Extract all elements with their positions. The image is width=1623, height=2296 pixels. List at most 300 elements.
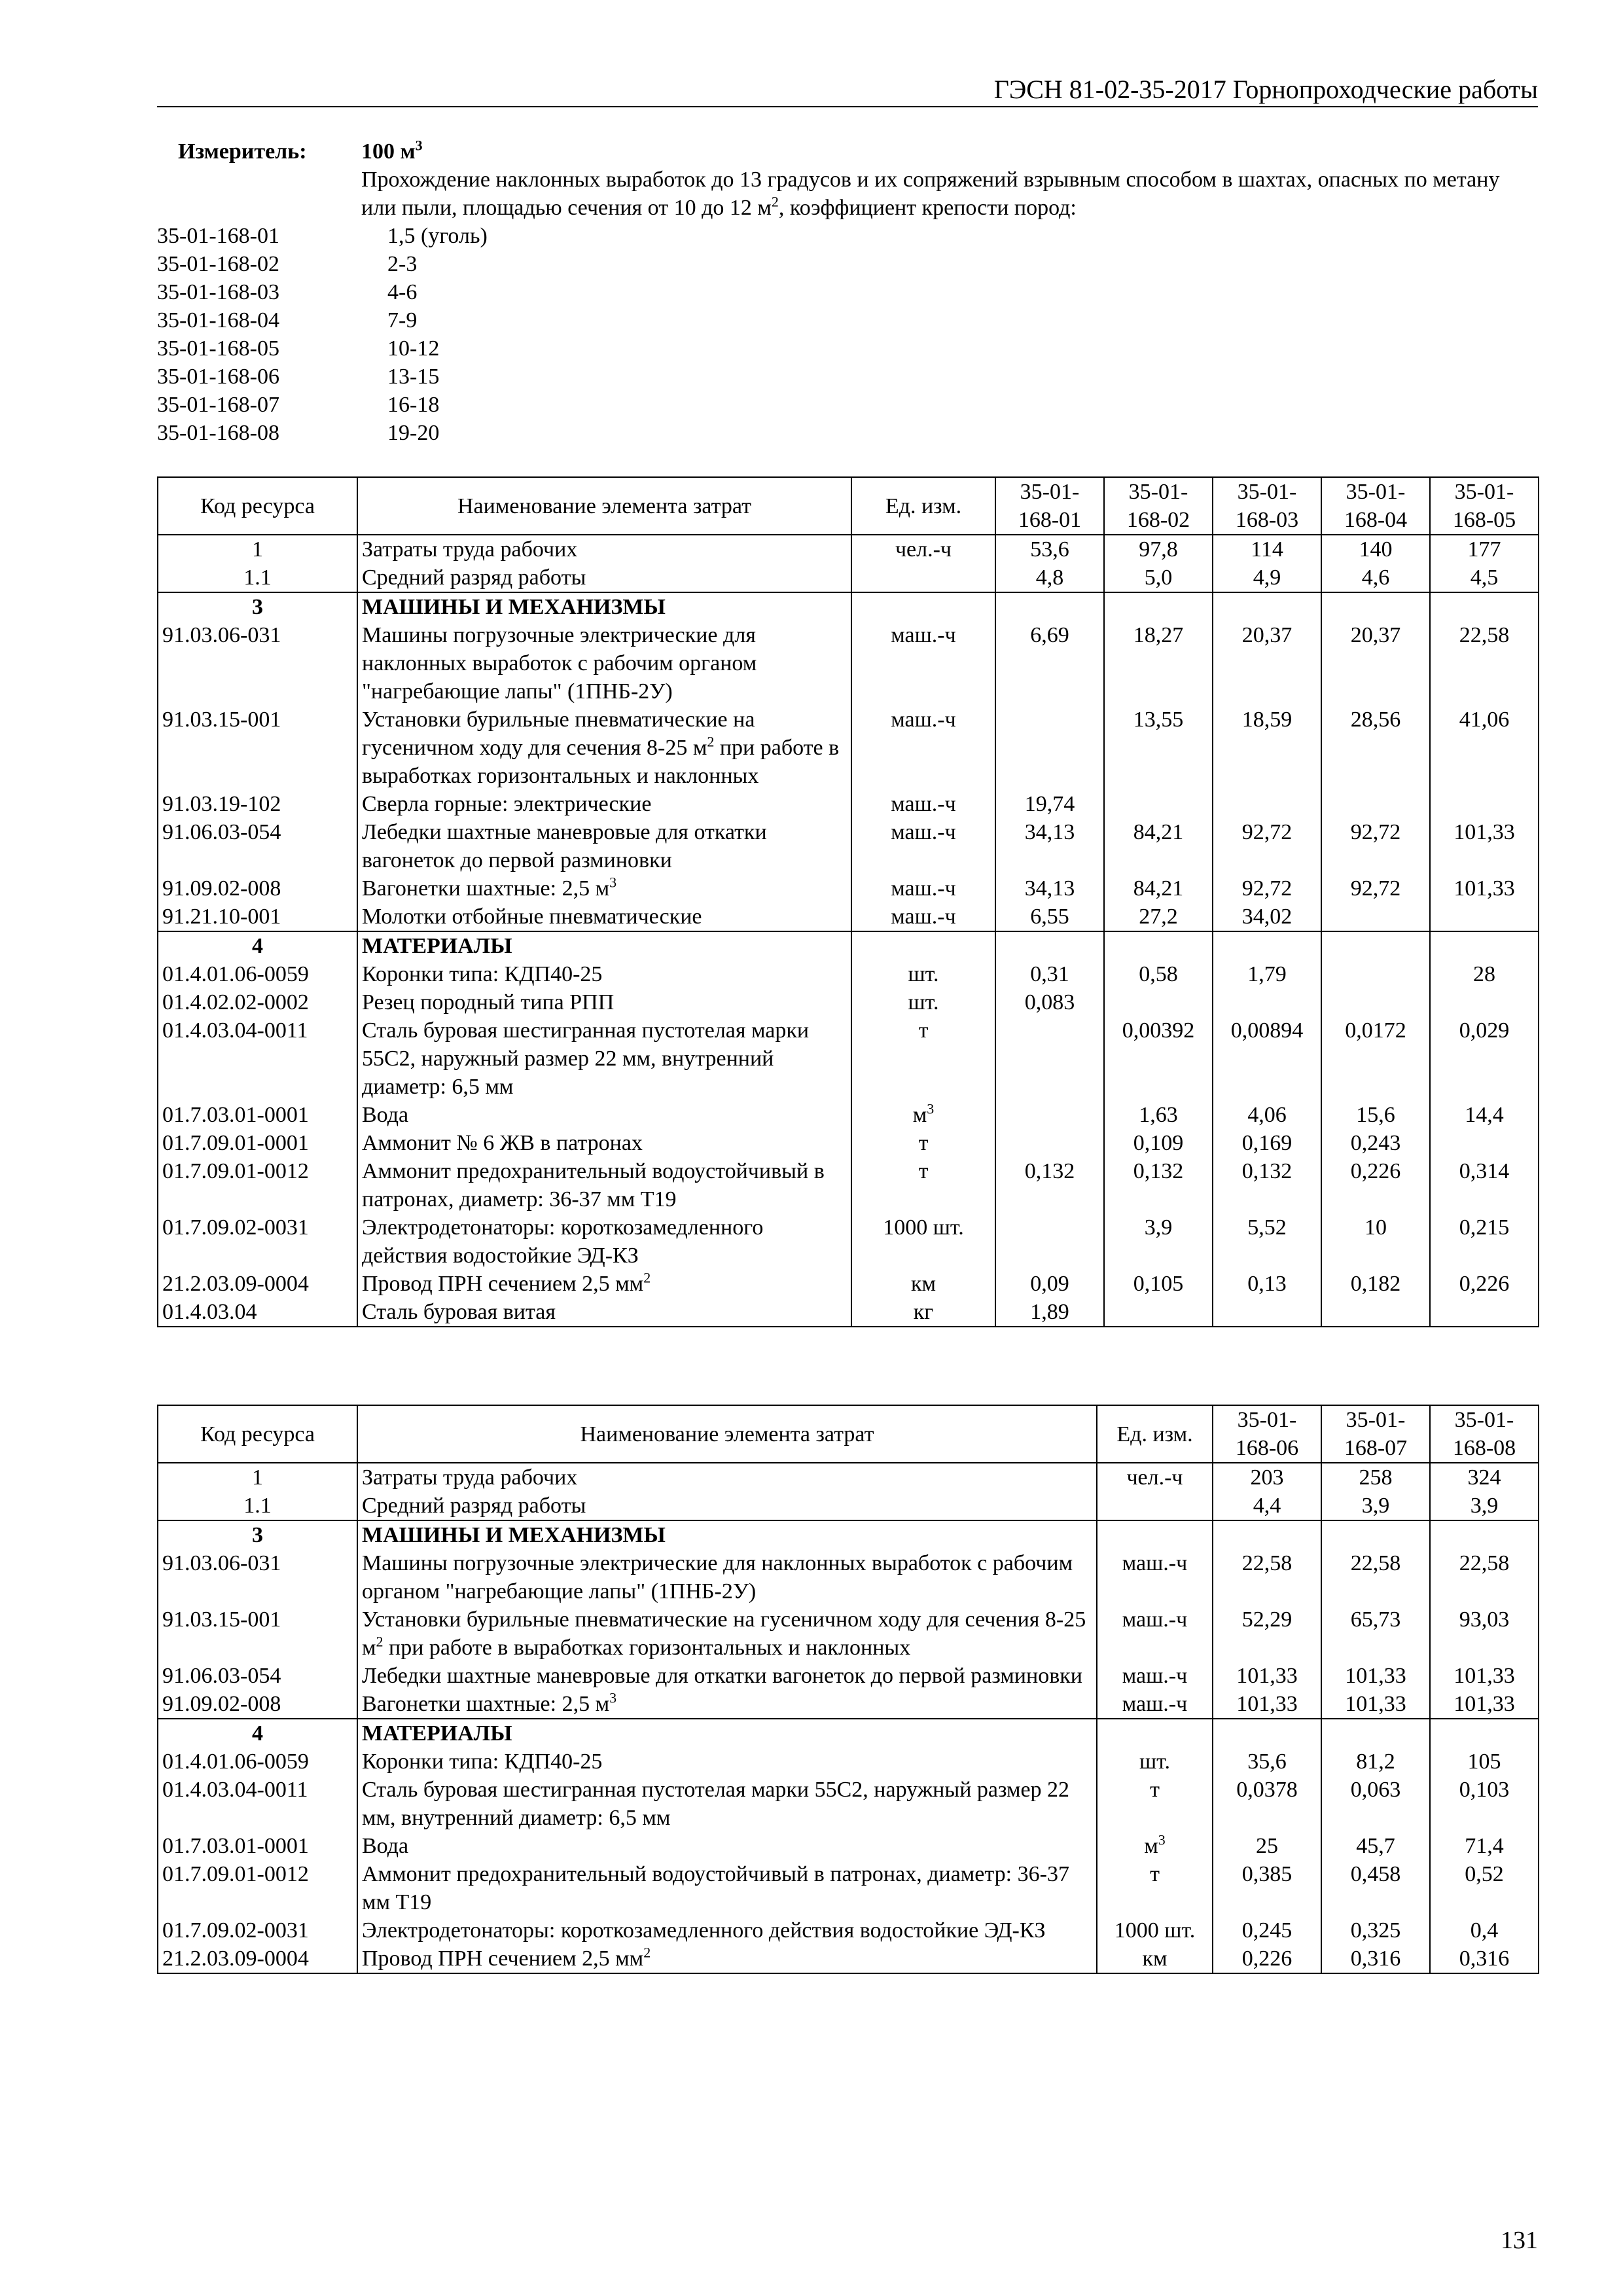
unit-text: 1000 шт. <box>1114 1918 1196 1943</box>
value-cell: 0,385 <box>1213 1860 1321 1916</box>
variant-value: 19-20 <box>387 421 440 445</box>
unit-cell <box>1097 1549 1213 1605</box>
resource-name <box>357 1719 1097 1748</box>
resource-name-text: Машины погрузочные электрические для наклонных выработок с рабочим органом "нагребающие лапы" (1ПНБ-2У) <box>362 1551 1073 1604</box>
value-cell: 28,56 <box>1321 706 1430 790</box>
value-cell: 97,8 <box>1104 535 1213 564</box>
resource-name-text: МАШИНЫ И МЕХАНИЗМЫ <box>362 595 666 619</box>
unit-cell <box>851 564 995 592</box>
value-cell <box>1430 1298 1539 1327</box>
table-row <box>158 1101 1539 1129</box>
value-cell: 0,31 <box>995 960 1104 988</box>
value-cell: 114 <box>1213 535 1321 564</box>
value-cell: 0,13 <box>1213 1270 1321 1298</box>
table-row <box>158 1748 1539 1776</box>
unit-cell <box>1097 1860 1213 1916</box>
header-column-1: 35-01- 168-01 <box>995 477 1104 535</box>
unit-text: т <box>918 1159 929 1183</box>
value-cell <box>1104 931 1213 960</box>
value-cell: 5,0 <box>1104 564 1213 592</box>
resource-name: Провод ПРН сечением 2,5 $мм^2$ <box>357 1945 1097 1973</box>
unit-cell <box>1097 1662 1213 1690</box>
value-cell: 1,89 <box>995 1298 1104 1327</box>
table-row <box>158 621 1539 706</box>
resource-name-text: Коронки типа: КДП40-25 <box>362 1749 603 1774</box>
variant-value: 13-15 <box>387 365 440 389</box>
unit-cell <box>1097 1520 1213 1549</box>
value-cell: 101,33 <box>1321 1662 1430 1690</box>
resource-code: 01.7.09.01-0012 <box>158 1157 357 1213</box>
variant-code: 35-01-168-01 <box>157 224 279 248</box>
unit-text: м <box>912 1103 927 1127</box>
variant-code: 35-01-168-05 <box>157 336 279 361</box>
resource-code: 1.1 <box>158 564 357 592</box>
resource-name-text: Сталь буровая шестигранная пустотелая марки 55С2, наружный размер 22 мм, внутренний диаметр: 6,5 мм <box>362 1778 1070 1830</box>
resource-name-text: Провод ПРН сечением 2,5 мм <box>362 1946 644 1971</box>
value-cell: 1,79 <box>1213 960 1321 988</box>
unit-cell <box>1097 1690 1213 1719</box>
value-cell <box>1213 790 1321 818</box>
value-cell: 101,33 <box>1430 1662 1539 1690</box>
variant-code: 35-01-168-08 <box>157 421 279 445</box>
variant-value: 10-12 <box>387 336 440 361</box>
resource-name <box>357 1101 851 1129</box>
value-cell: 0,063 <box>1321 1776 1430 1832</box>
resource-name <box>357 1463 1097 1492</box>
resource-code: 91.09.02-008 <box>158 874 357 903</box>
resource-name-text: Аммонит № 6 ЖВ в патронах <box>362 1131 643 1155</box>
resource-name: Вагонетки шахтные: 2,5 $м^3$ <box>357 1690 1097 1719</box>
resource-name <box>357 1549 1097 1605</box>
unit-cell <box>851 535 995 564</box>
value-cell: 14,4 <box>1430 1101 1539 1129</box>
unit-cell <box>851 1129 995 1157</box>
running-title: ГЭСН 81-02-35-2017 Горнопроходческие работы <box>993 75 1538 104</box>
resource-name: Установки бурильные пневматические на гусеничном ходу для сечения 8-25 $м^2$ при работе в выработках горизонтальных и наклонных <box>357 1605 1097 1662</box>
resource-code: 1 <box>158 535 357 564</box>
unit-text: маш.-ч <box>891 708 956 732</box>
value-cell <box>995 1213 1104 1270</box>
value-cell: 101,33 <box>1430 818 1539 874</box>
unit-text: маш.-ч <box>891 905 956 929</box>
value-cell: 0,083 <box>995 988 1104 1016</box>
unit-text: маш.-ч <box>891 623 956 647</box>
value-cell: 258 <box>1321 1463 1430 1492</box>
unit-text: кг <box>913 1300 934 1324</box>
value-cell: 3,9 <box>1321 1492 1430 1520</box>
value-cell: 0,314 <box>1430 1157 1539 1213</box>
value-cell: 0,243 <box>1321 1129 1430 1157</box>
table-row <box>158 790 1539 818</box>
table-row <box>158 1298 1539 1327</box>
unit-text: чел.-ч <box>1126 1465 1183 1490</box>
value-cell: 84,21 <box>1104 874 1213 903</box>
resource-name-text: Аммонит предохранительный водоустойчивый в патронах, диаметр: 36-37 мм Т19 <box>362 1862 1069 1914</box>
resource-code: 01.7.09.01-0001 <box>158 1129 357 1157</box>
variant-row <box>157 250 1538 278</box>
variant-code: 35-01-168-02 <box>157 252 279 276</box>
resource-name-text: Резец породный типа РПП <box>362 990 615 1014</box>
value-cell <box>995 931 1104 960</box>
value-cell <box>1430 592 1539 621</box>
value-cell: 27,2 <box>1104 903 1213 931</box>
value-cell: 0,325 <box>1321 1916 1430 1945</box>
resource-name <box>357 1748 1097 1776</box>
unit-cell <box>1097 1463 1213 1492</box>
variant-row <box>157 391 1538 419</box>
resource-name-text: Сталь буровая шестигранная пустотелая марки 55С2, наружный размер 22 мм, внутренний диаметр: 6,5 мм <box>362 1018 810 1099</box>
value-cell <box>1430 903 1539 931</box>
value-cell: 10 <box>1321 1213 1430 1270</box>
resource-name-text: Затраты труда рабочих <box>362 1465 578 1490</box>
resource-name-text: Средний разряд работы <box>362 1494 586 1518</box>
value-cell: 22,58 <box>1213 1549 1321 1605</box>
resource-code: 1 <box>158 1463 357 1492</box>
value-cell: 177 <box>1430 535 1539 564</box>
table-row <box>158 1605 1539 1662</box>
resource-code: 01.7.09.02-0031 <box>158 1213 357 1270</box>
table-row <box>158 1719 1539 1748</box>
resource-name <box>357 988 851 1016</box>
value-cell: 101,33 <box>1321 1690 1430 1719</box>
unit-text: т <box>1150 1778 1160 1802</box>
value-cell <box>1213 1719 1321 1748</box>
value-cell <box>1104 592 1213 621</box>
value-cell: 0,52 <box>1430 1860 1539 1916</box>
unit-text: шт. <box>908 962 939 986</box>
unit-cell: $м^3$ <box>851 1101 995 1129</box>
resource-code: 01.7.03.01-0001 <box>158 1832 357 1860</box>
value-cell <box>1104 1298 1213 1327</box>
value-cell: 34,13 <box>995 818 1104 874</box>
variant-row <box>157 306 1538 334</box>
value-cell <box>1321 1719 1430 1748</box>
unit-text: т <box>918 1131 929 1155</box>
unit-text: маш.-ч <box>891 820 956 844</box>
value-cell <box>1321 1520 1430 1549</box>
header-name: Наименование элемента затрат <box>357 477 851 535</box>
resource-name-text: Провод ПРН сечением 2,5 мм <box>362 1272 644 1296</box>
value-cell <box>1213 988 1321 1016</box>
value-cell <box>1321 960 1430 988</box>
table-row <box>158 903 1539 931</box>
variant-row <box>157 334 1538 363</box>
resource-code: 91.06.03-054 <box>158 818 357 874</box>
unit-cell <box>1097 1945 1213 1973</box>
table-row <box>158 1832 1539 1860</box>
header-column-2: 35-01- 168-07 <box>1321 1405 1430 1463</box>
value-cell: 4,6 <box>1321 564 1430 592</box>
header-code: Код ресурса <box>158 477 357 535</box>
unit-text: т <box>918 1018 929 1043</box>
value-cell: 0,226 <box>1430 1270 1539 1298</box>
value-cell: 18,59 <box>1213 706 1321 790</box>
value-cell: 0,316 <box>1321 1945 1430 1973</box>
value-cell: 65,73 <box>1321 1605 1430 1662</box>
header-column-1: 35-01- 168-06 <box>1213 1405 1321 1463</box>
unit-cell <box>1097 1748 1213 1776</box>
value-cell: 0,132 <box>1104 1157 1213 1213</box>
resource-name <box>357 1662 1097 1690</box>
value-cell: 4,9 <box>1213 564 1321 592</box>
variant-value: 2-3 <box>387 252 418 276</box>
table-row <box>158 1690 1539 1719</box>
value-cell: 0,0378 <box>1213 1776 1321 1832</box>
value-cell <box>1104 988 1213 1016</box>
resource-name-text: Машины погрузочные электрические для наклонных выработок с рабочим органом "нагребающие лапы" (1ПНБ-2У) <box>362 623 757 704</box>
value-cell: 0,00392 <box>1104 1016 1213 1101</box>
value-cell <box>995 706 1104 790</box>
unit-cell <box>851 1298 995 1327</box>
unit-cell <box>851 1213 995 1270</box>
resource-name-text: Установки бурильные пневматические на гусеничном ходу для сечения 8-25 м <box>362 708 755 760</box>
unit-text: 1000 шт. <box>883 1215 964 1240</box>
resource-name-text: Коронки типа: КДП40-25 <box>362 962 603 986</box>
value-cell: 25 <box>1213 1832 1321 1860</box>
resource-name-text: Затраты труда рабочих <box>362 537 578 562</box>
value-cell: 0,169 <box>1213 1129 1321 1157</box>
value-cell <box>1321 988 1430 1016</box>
value-cell: 28 <box>1430 960 1539 988</box>
resource-code: 3 <box>158 592 357 621</box>
value-cell <box>995 1129 1104 1157</box>
resource-name: Вагонетки шахтные: 2,5 $м^3$ <box>357 874 851 903</box>
value-cell <box>1321 592 1430 621</box>
measure-value: 100 $м^3$ <box>361 137 423 164</box>
variant-row <box>157 278 1538 306</box>
value-cell <box>1430 988 1539 1016</box>
measure-row <box>157 137 1538 166</box>
unit-cell <box>851 818 995 874</box>
value-cell: 0,58 <box>1104 960 1213 988</box>
variant-code: 35-01-168-07 <box>157 393 279 417</box>
resource-name-text: МАТЕРИАЛЫ <box>362 1721 512 1746</box>
table-row <box>158 1662 1539 1690</box>
value-cell: 1,63 <box>1104 1101 1213 1129</box>
table-row <box>158 1520 1539 1549</box>
table-row <box>158 1860 1539 1916</box>
header-name: Наименование элемента затрат <box>357 1405 1097 1463</box>
value-cell: 20,37 <box>1321 621 1430 706</box>
unit-text: км <box>1142 1946 1168 1971</box>
unit-cell <box>851 988 995 1016</box>
resource-name <box>357 1129 851 1157</box>
header-code: Код ресурса <box>158 1405 357 1463</box>
resource-name-tail: при работе в выработках горизонтальных и наклонных <box>383 1636 911 1660</box>
resource-code: 4 <box>158 931 357 960</box>
value-cell: 41,06 <box>1430 706 1539 790</box>
table-row <box>158 931 1539 960</box>
unit-cell <box>1097 1719 1213 1748</box>
work-description: Прохождение наклонных выработок до 13 градусов и их сопряжений взрывным способом в шахтах, опасных по метану или пыли, площадью сечения от 10 до 12 $м^2$, коэффициент крепости пород: <box>361 168 1500 220</box>
table-row <box>158 1129 1539 1157</box>
resource-name <box>357 903 851 931</box>
value-cell: 45,7 <box>1321 1832 1430 1860</box>
page-number: 131 <box>1501 2227 1538 2254</box>
value-cell: 0,00894 <box>1213 1016 1321 1101</box>
resource-code: 01.7.09.02-0031 <box>158 1916 357 1945</box>
resource-code: 91.03.19-102 <box>158 790 357 818</box>
value-cell: 3,9 <box>1430 1492 1539 1520</box>
resource-name <box>357 960 851 988</box>
resource-name <box>357 592 851 621</box>
unit-cell <box>851 706 995 790</box>
value-cell: 324 <box>1430 1463 1539 1492</box>
resource-name <box>357 535 851 564</box>
table-row <box>158 960 1539 988</box>
variant-value: 16-18 <box>387 393 440 417</box>
value-cell: 6,69 <box>995 621 1104 706</box>
value-cell: 101,33 <box>1213 1662 1321 1690</box>
unit-text: м <box>1144 1834 1158 1858</box>
unit-text: км <box>910 1272 936 1296</box>
value-cell: 0,0172 <box>1321 1016 1430 1101</box>
value-cell <box>1213 592 1321 621</box>
value-cell: 53,6 <box>995 535 1104 564</box>
resource-code: 01.4.02.02-0002 <box>158 988 357 1016</box>
value-cell <box>1321 1298 1430 1327</box>
variant-code: 35-01-168-04 <box>157 308 279 332</box>
unit-text: маш.-ч <box>891 876 956 901</box>
resource-name <box>357 1298 851 1327</box>
table-row <box>158 535 1539 564</box>
unit-cell <box>1097 1605 1213 1662</box>
value-cell: 0,132 <box>995 1157 1104 1213</box>
resource-table-1 <box>157 476 1539 1327</box>
resource-name-text: Вагонетки шахтные: 2,5 м <box>362 1692 610 1716</box>
resource-code: 01.4.03.04-0011 <box>158 1776 357 1832</box>
unit-cell <box>1097 1916 1213 1945</box>
value-cell: 105 <box>1430 1748 1539 1776</box>
unit-text: т <box>1150 1862 1160 1886</box>
unit-cell <box>851 903 995 931</box>
variant-code: 35-01-168-06 <box>157 365 279 389</box>
unit-cell <box>851 621 995 706</box>
unit-text: маш.-ч <box>1122 1692 1188 1716</box>
table-header-row <box>158 1405 1539 1463</box>
value-cell: 0,109 <box>1104 1129 1213 1157</box>
value-cell: 140 <box>1321 535 1430 564</box>
value-cell <box>1104 790 1213 818</box>
table-row <box>158 1016 1539 1101</box>
unit-cell <box>851 1157 995 1213</box>
resource-code: 91.06.03-054 <box>158 1662 357 1690</box>
value-cell: 0,105 <box>1104 1270 1213 1298</box>
resource-code: 1.1 <box>158 1492 357 1520</box>
value-cell <box>1430 1520 1539 1549</box>
resource-code: 01.4.01.06-0059 <box>158 960 357 988</box>
value-cell: 0,316 <box>1430 1945 1539 1973</box>
value-cell: 18,27 <box>1104 621 1213 706</box>
unit-cell <box>1097 1492 1213 1520</box>
table-row <box>158 706 1539 790</box>
resource-table-2 <box>157 1405 1539 1974</box>
unit-text: маш.-ч <box>1122 1607 1188 1632</box>
value-cell: 81,2 <box>1321 1748 1430 1776</box>
resource-name-text: Вода <box>362 1834 409 1858</box>
resource-name <box>357 1016 851 1101</box>
variant-row <box>157 222 1538 250</box>
resource-name-text: МАТЕРИАЛЫ <box>362 934 512 958</box>
value-cell <box>995 592 1104 621</box>
resource-name <box>357 1520 1097 1549</box>
unit-cell <box>1097 1776 1213 1832</box>
resource-name <box>357 790 851 818</box>
unit-cell <box>851 1016 995 1101</box>
value-cell: 35,6 <box>1213 1748 1321 1776</box>
unit-cell: $м^3$ <box>1097 1832 1213 1860</box>
resource-name-text: Электродетонаторы: короткозамедленного действия водостойкие ЭД-КЗ <box>362 1215 764 1268</box>
resource-name <box>357 1776 1097 1832</box>
value-cell <box>995 1101 1104 1129</box>
value-cell: 34,02 <box>1213 903 1321 931</box>
resource-code: 01.4.01.06-0059 <box>158 1748 357 1776</box>
header-column-3: 35-01- 168-03 <box>1213 477 1321 535</box>
value-cell: 101,33 <box>1213 1690 1321 1719</box>
resource-name-text: Вагонетки шахтные: 2,5 м <box>362 876 610 901</box>
resource-name-text: Электродетонаторы: короткозамедленного действия водостойкие ЭД-КЗ <box>362 1918 1046 1943</box>
resource-name-text: Сталь буровая витая <box>362 1300 556 1324</box>
value-cell: 13,55 <box>1104 706 1213 790</box>
value-cell: 0,103 <box>1430 1776 1539 1832</box>
table-row <box>158 874 1539 903</box>
unit-text: маш.-ч <box>891 792 956 816</box>
resource-code: 91.03.15-001 <box>158 706 357 790</box>
value-cell: 0,182 <box>1321 1270 1430 1298</box>
value-cell: 84,21 <box>1104 818 1213 874</box>
value-cell: 92,72 <box>1213 874 1321 903</box>
value-cell: 52,29 <box>1213 1605 1321 1662</box>
header-column-4: 35-01- 168-04 <box>1321 477 1430 535</box>
value-cell: 101,33 <box>1430 874 1539 903</box>
unit-cell <box>851 592 995 621</box>
resource-name <box>357 1832 1097 1860</box>
description-row <box>157 166 1538 222</box>
unit-text: шт. <box>908 990 939 1014</box>
table-row <box>158 988 1539 1016</box>
resource-code: 21.2.03.09-0004 <box>158 1270 357 1298</box>
resource-code: 01.7.03.01-0001 <box>158 1101 357 1129</box>
unit-text: маш.-ч <box>1122 1664 1188 1688</box>
value-cell: 92,72 <box>1321 818 1430 874</box>
header-column-3: 35-01- 168-08 <box>1430 1405 1539 1463</box>
resource-name <box>357 1157 851 1213</box>
table-row <box>158 1492 1539 1520</box>
variant-list <box>157 222 1538 447</box>
table-row <box>158 592 1539 621</box>
unit-cell <box>851 874 995 903</box>
variant-row <box>157 419 1538 447</box>
variant-row <box>157 363 1538 391</box>
header-unit: Ед. изм. <box>851 477 995 535</box>
value-cell: 4,5 <box>1430 564 1539 592</box>
unit-cell <box>851 960 995 988</box>
value-cell: 22,58 <box>1430 1549 1539 1605</box>
unit-cell <box>851 931 995 960</box>
resource-name-text: Лебедки шахтные маневровые для откатки вагонеток до первой разминовки <box>362 820 767 872</box>
variant-value: 1,5 (уголь) <box>387 224 488 248</box>
resource-name-text: Аммонит предохранительный водоустойчивый в патронах, диаметр: 36-37 мм Т19 <box>362 1159 825 1211</box>
unit-cell <box>851 790 995 818</box>
resource-code: 91.09.02-008 <box>158 1690 357 1719</box>
table-header-row <box>158 477 1539 535</box>
value-cell <box>1430 790 1539 818</box>
table-row <box>158 818 1539 874</box>
resource-name-text: Вода <box>362 1103 409 1127</box>
resource-name <box>357 1916 1097 1945</box>
unit-cell <box>851 1270 995 1298</box>
resource-name <box>357 1860 1097 1916</box>
